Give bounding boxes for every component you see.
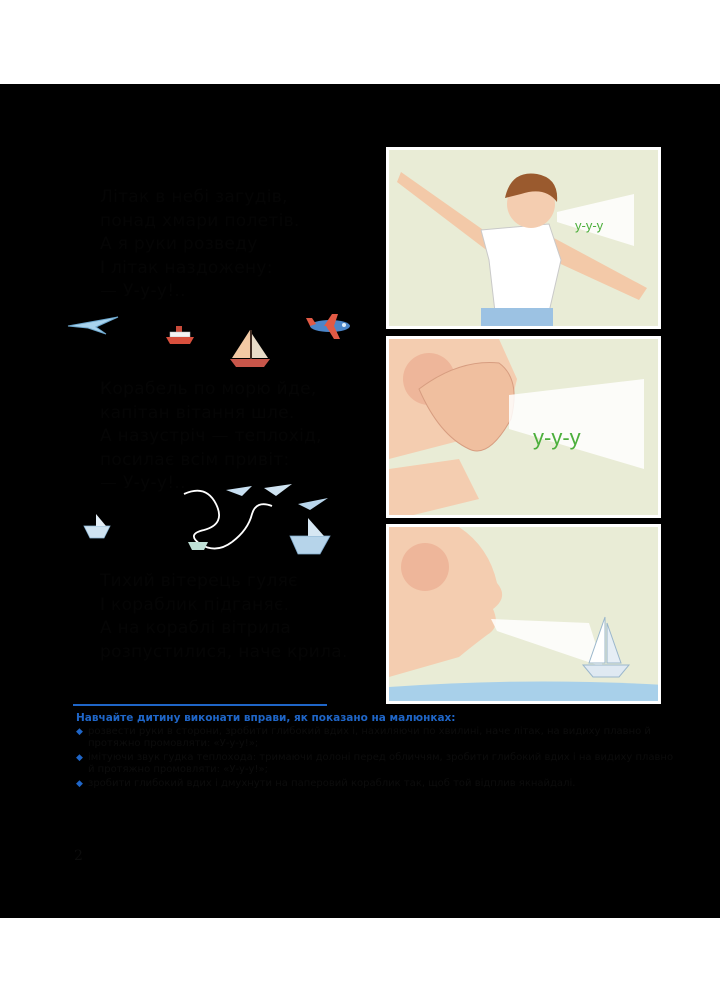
poem-line: А я руки розведу: [100, 234, 258, 254]
poem-line: розпустилися, наче крила.: [100, 641, 348, 662]
task-instructions: [76, 712, 676, 792]
poem-line: А назустріч — теплохід,: [100, 426, 322, 446]
section-divider: [73, 704, 327, 706]
page-number: 2: [74, 848, 83, 864]
blowing-boat-illustration: [389, 527, 661, 704]
task-title: Навчайте дитину виконати вправи, як показано на малюнках:: [76, 712, 456, 724]
poem-line: — У-у-у!..: [100, 281, 186, 301]
poem-line: понад хмари полетів.: [100, 210, 300, 231]
task-item-text: зробити глибокий вдих і дмухнути на паперовий кораблик так, щоб той відплив якнайдалі.: [88, 778, 576, 789]
illustration-hands-steamship: [386, 336, 661, 518]
task-item-text: імітуючи звук гудка теплохода: тримаючи долоні перед обличчям, зробити глибокий вдих і на видиху плавно й протяжно промовляти: «У-у-у!»;: [88, 752, 674, 775]
boy-airplane-illustration: [389, 150, 661, 329]
poem-line: Літак в небі загудів,: [100, 187, 288, 207]
panel1-sound-text: у-у-у: [575, 218, 604, 233]
paper-plane-icon: [66, 314, 120, 336]
task-item-text: розвести руки в сторони, зробити глибокий вдих і, нахиляючи по хвилині, наче літак, на видиху плавно й протяжно промовляти: «У-у-у!»;: [88, 726, 651, 749]
poem-stanza-3: [100, 570, 348, 664]
sailboat-icon: [226, 328, 274, 370]
poem-stanza-1: [100, 186, 300, 304]
task-item: [76, 778, 676, 790]
steamship-icon: [164, 324, 196, 346]
poem-line: капітан вітання шле.: [100, 402, 295, 423]
bullet-icon: ◆: [76, 753, 83, 763]
poem-line: посилає всім привіт:: [100, 449, 290, 470]
poem-stanza-2: [100, 378, 322, 496]
illustration-blowing-boat: [386, 524, 661, 704]
poem-line: І літак наздожену:: [100, 257, 273, 278]
bullet-icon: ◆: [76, 779, 83, 789]
paper-boats-and-string-decoration: [76, 484, 356, 564]
poem-line: — У-у-у!..: [100, 473, 186, 493]
bullet-icon: ◆: [76, 727, 83, 737]
hands-steamship-illustration: [389, 339, 661, 518]
airplane-icon: [302, 312, 358, 342]
book-page: [0, 84, 720, 918]
panel2-sound-text: у-у-у: [533, 425, 581, 450]
task-item: [76, 752, 676, 776]
illustration-boy-airplane: [386, 147, 661, 329]
task-item: [76, 726, 676, 750]
poem-line: І кораблик підганяє.: [100, 594, 290, 615]
poem-line: Тихий вітерець гуляє: [100, 571, 298, 591]
poem-line: Корабель по морю йде,: [100, 379, 317, 399]
poem-line: А на кораблі вітрила: [100, 618, 292, 638]
